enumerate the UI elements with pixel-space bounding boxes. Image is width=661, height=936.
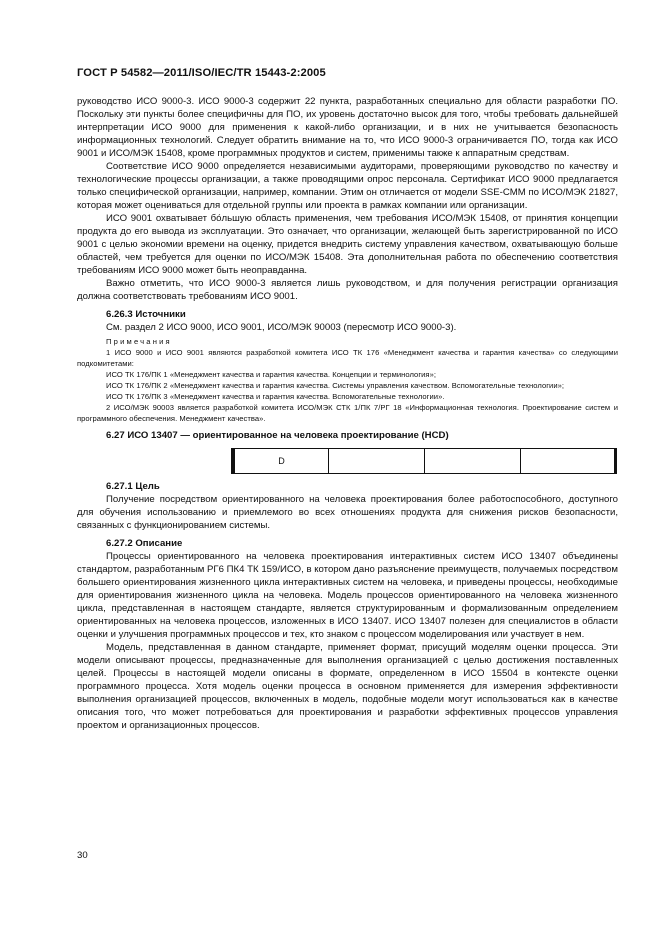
note-item: 1 ИСО 9000 и ИСО 9001 являются разработкой комитета ИСО ТК 176 «Менеджмент качества и гарантия качества» со следующими подкомитетами: xyxy=(77,348,618,368)
goal-text: Получение посредством ориентированного на человека проектирования более работоспособного, доступного для обучения использованию и приемлемого во всех отношениях продукта для снижения рисков безопасности, связанных с функционированием системы. xyxy=(77,494,618,531)
note-item: 2 ИСО/МЭК 90003 является разработкой комитета ИСО/МЭК СТК 1/ПК 7/РГ 18 «Информационная технология. Проектирование систем и программного обеспечения. Менеджмент качества». xyxy=(77,403,618,423)
paragraph: ИСО 9001 охватывает бо́льшую область применения, чем требования ИСО/МЭК 15408, от принятия концепции продукта до его вывода из эксплуатации. Это означает, что организации, желающей быть зарегистрированной по ИСО 9001 с целью экономии времени на оценку, придется внедрить систему управления качеством, охватывающую больше областей, чем требуется для оценки по ИСО/МЭК 15408. Эта дополнительная работа по обеспечению соответствия требованиям ИСО 9000 может быть неоправданна. xyxy=(77,213,618,276)
classification-table xyxy=(231,448,617,474)
note-item: ИСО ТК 176/ПК 3 «Менеджмент качества и гарантия качества. Вспомогательные технологии». xyxy=(106,392,445,401)
notes-title: Примечания xyxy=(106,337,172,346)
paragraph: Важно отметить, что ИСО 9000-3 является лишь руководством, и для получения регистрации организация должна соответствовать требованиям ИСО 9001. xyxy=(77,278,618,302)
document-body xyxy=(77,95,618,732)
paragraph: руководство ИСО 9000-3. ИСО 9000-3 содержит 22 пункта, разработанных специально для области разработки ПО. Поскольку эти пункты более специфичны для ПО, их уровень достаточно высок для того, чтобы требовать дальнейшей интерпретации ИСО 9000 для применения к какой-либо организации, и в них не учитывается безопасность информационных технологий. Следует обратить внимание на то, что ИСО 9000-3 ограничивается ПО, тогда как ИСО 9001 и ИСО/МЭК 15408, кроме программных продуктов и систем, применимы также к аппаратным средствам. xyxy=(77,96,618,159)
table-cell xyxy=(328,449,424,474)
section-heading-description: 6.27.2 Описание xyxy=(106,538,183,549)
section-heading-sources: 6.26.3 Источники xyxy=(106,309,186,320)
page-number: 30 xyxy=(77,850,88,861)
table-cell xyxy=(520,449,615,474)
table-cell: D xyxy=(233,449,328,474)
paragraph: Соответствие ИСО 9000 определяется независимыми аудиторами, проверяющими руководство по качеству и технологические процессы организации, а также проводящими опрос персонала. Сертификат ИСО 9000 предлагается только специфической организации, например, компании. Этим он отличается от модели SSE-CMM по ИСО/МЭК 21827, которая может оцениваться для отдельной группы или проекта в рамках компании или организации. xyxy=(77,161,618,211)
paragraph: Модель, представленная в данном стандарте, применяет формат, присущий моделям оценки процесса. Эти модели описывают процессы, предназначенные для выполнения организацией с целью достижения поставленных целей. Процессы в настоящей модели описаны в формате, определенном в ИСО 15504 в контексте оценки программного процесса. Хотя модель оценки процесса в основном применяется для измерения эффективности выполнения организацией процессов, включенных в модель, подобные модели могут использоваться как в качестве описания того, что может потребоваться для проектирования и разработки эффективных процессов управления проектом и организационных процессов. xyxy=(77,642,618,731)
table-row xyxy=(233,449,616,474)
note-item: ИСО ТК 176/ПК 1 «Менеджмент качества и гарантия качества. Концепции и терминология»; xyxy=(106,370,437,379)
note-item: ИСО ТК 176/ПК 2 «Менеджмент качества и гарантия качества. Системы управления качеством. Вспомогательные технологии»; xyxy=(106,381,565,390)
sources-text: См. раздел 2 ИСО 9000, ИСО 9001, ИСО/МЭК 90003 (пересмотр ИСО 9000-3). xyxy=(106,322,457,333)
notes-block xyxy=(77,336,618,424)
table-cell xyxy=(424,449,520,474)
page-header-title: ГОСТ Р 54582—2011/ISO/IEC/TR 15443-2:2005 xyxy=(77,67,326,79)
paragraph: Процессы ориентированного на человека проектирования интерактивных систем ИСО 13407 объединены стандартом, разработанным РГ6 ПК4 ТК 159/ИСО, в котором дано разъяснение преимуществ, получаемых посредством большего ориентирования жизненного цикла интерактивных систем на человека, и приведены процессы, необходимые для ориентирования жизненного цикла на человека. Модель процессов ориентированного на человека жизненного цикла, представленная в настоящем стандарте, является структурированным и формализованным определением ориентированных на человека процессов, изложенных в ИСО 13407. ИСО 13407 полезен для специалистов в области оценки и улучшения программных процессов и тех, кто знаком с процессом моделирования или участвует в нем. xyxy=(77,551,618,640)
section-heading-goal: 6.27.1 Цель xyxy=(106,481,160,492)
section-heading-6-27: 6.27 ИСО 13407 — ориентированное на человека проектирование (HCD) xyxy=(106,430,449,441)
